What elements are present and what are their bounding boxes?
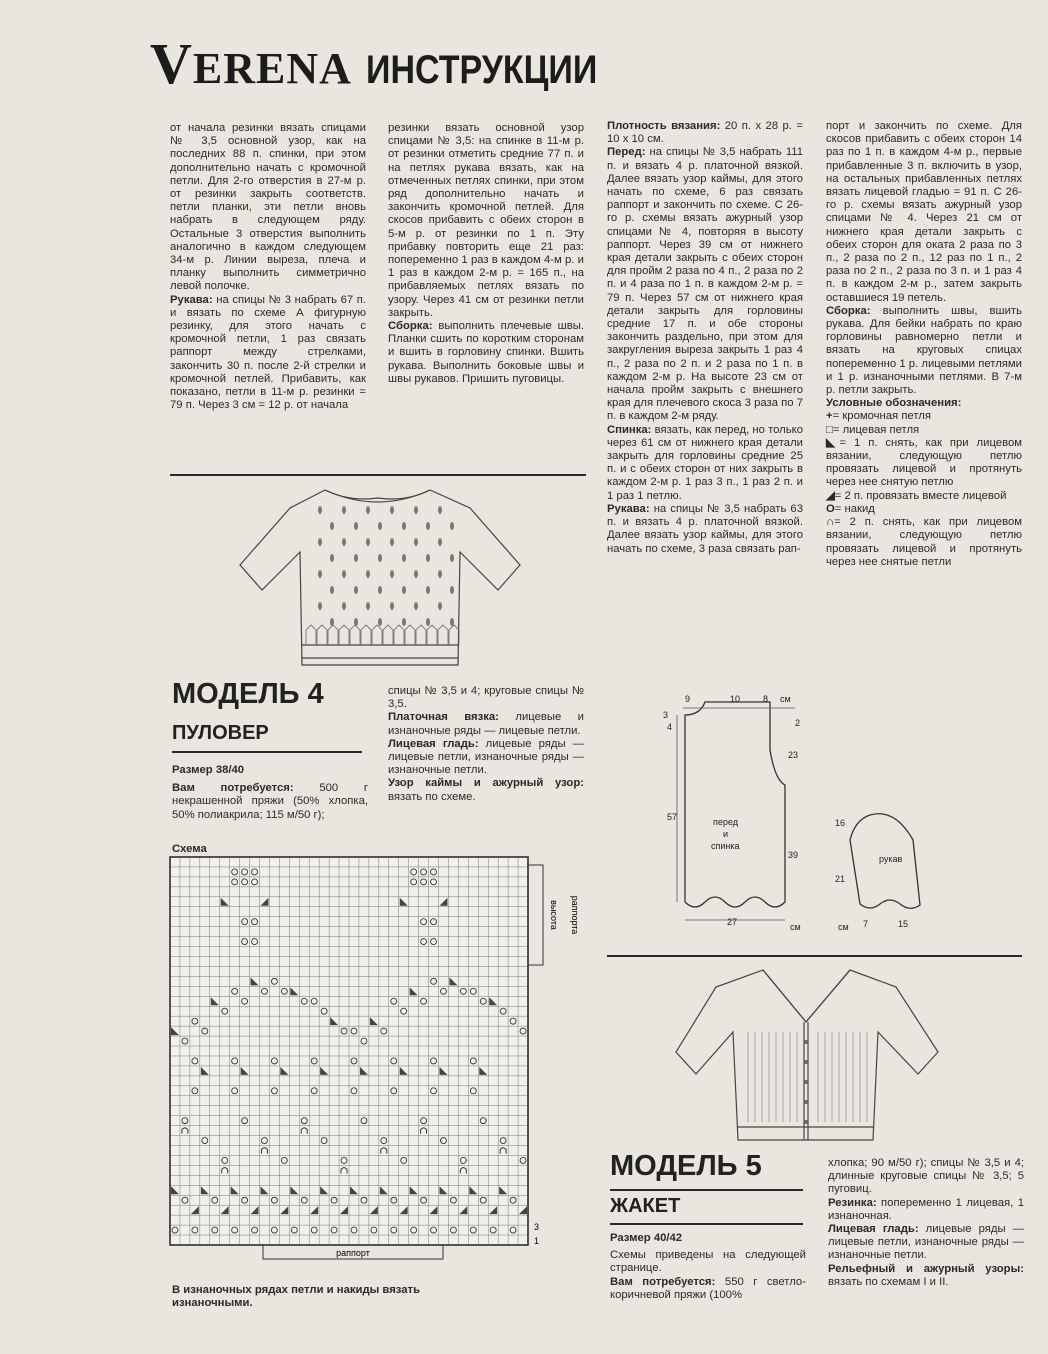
paragraph: Рельефный и ажурный узоры: вязать по схемам I и II.: [828, 1262, 1024, 1288]
dim-label: 7: [863, 919, 869, 929]
chart-side-label: высота: [549, 900, 559, 930]
divider: [172, 751, 362, 753]
dim-label: 21: [835, 874, 846, 884]
piece-label: спинка: [711, 841, 740, 851]
jacket-illustration: [668, 962, 948, 1147]
dim-label: 8: [763, 694, 769, 704]
dim-unit: см: [780, 694, 791, 704]
paragraph: порт и закончить по схеме. Для скосов прибавить с обеих сторон 14 раз по 1 п. в каждом 4-м р., первые прибавленные 3 п. включить в узор, на остальных прибавленных петлях вязать лицевой гладью = 91 п. С 26-го р. схемы вязать ажурный узор спицами № 4. Через 21 см от нижнего края детали закрыть с обеих сторон для оката 2 раза по 3 п., 2 раза по 2 п., 12 раз по 1 п., 2 раза по 2 п., 2 раза по 3 п. и 1 раз 4 п. в каждом 2-м р., затем закрыть оставшиеся 19 петель.: [826, 120, 1022, 304]
legend-symbol: ◢: [826, 489, 835, 502]
model4-title: МОДЕЛЬ 4: [172, 678, 324, 710]
model4-right-text: [388, 685, 584, 804]
legend-text: = 2 п. снять, как при лицевом вязании, следующую петлю провязать лицевой и протянуть через нее снятые петли: [826, 516, 1022, 568]
paragraph: Сборка: выполнить плечевые швы. Планки сшить по коротким сторонам и вшить в горловину спинки. Вшить рукава. Выполнить боковые швы и швы рукавов. Пришить пуговицы.: [388, 320, 584, 385]
paragraph: Вам потребуется: 500 г некрашенной пряжи (50% хлопка, 50% полиакрила; 115 м/50 г);: [172, 782, 368, 821]
dim-label: 15: [898, 919, 909, 929]
brand-logo: VERENA: [150, 31, 352, 96]
paragraph: Спинка: вязать, как перед, но только через 61 см от нижнего края детали закрыть для горловины средние 25 п. и с обеих сторон от них закрыть в каждом 2-м р. 1 раз 3 п., 1 раз 2 п. и 1 раз 1 петлю.: [607, 423, 803, 502]
legend-text: = лицевая петля: [832, 423, 920, 436]
dim-label: 27: [727, 917, 738, 927]
text-column-1: [170, 122, 366, 412]
paragraph: Вам потребуется: 550 г светло-коричневой пряжи (100%: [610, 1275, 806, 1301]
knitting-chart: [168, 855, 580, 1270]
dim-unit: см: [790, 922, 801, 932]
dim-label: 9: [685, 694, 691, 704]
chart-title: Схема: [172, 843, 207, 855]
legend-symbol: ◣: [826, 436, 840, 449]
size-label: Размер 38/40: [172, 764, 245, 776]
section-title: ИНСТРУКЦИИ: [366, 48, 598, 92]
dim-label: 10: [730, 694, 741, 704]
paragraph: Платочная вязка: лицевые и изнаночные ряды — лицевые петли.: [388, 711, 584, 737]
chart-row-number: 1: [534, 1236, 540, 1246]
paragraph: Схемы приведены на следующей странице.: [610, 1249, 806, 1275]
model5-left-text: [610, 1232, 806, 1302]
legend-item: [826, 424, 1022, 437]
divider: [170, 474, 586, 476]
legend-list: [826, 410, 1022, 568]
paragraph: Лицевая гладь: лицевые ряды — лицевые петли, изнаночные ряды — изнаночные петли.: [388, 737, 584, 777]
model4-left-text: [172, 764, 368, 822]
paragraph: хлопка; 90 м/50 г); спицы № 3,5 и 4; длинные круговые спицы № 3,5; 5 пуговиц.: [828, 1157, 1024, 1196]
paragraph: резинки вязать основной узор спицами № 3,5: на спинке в 11-м р. от резинки отметить средние 77 п. и на петлях рукава вязать, как на отмеченных петлях спинки, при этом ряд дополнительно начать и закончить кромочной петлей. Для скосов прибавить с обеих сторон в 5-м р. от резинки по 1 п. Эту прибавку повторить еще 21 раз: попеременно 1 раз в каждом 4-м р. и 1 раз в каждом 2-м р. = 165 п., на прибавляемых петлях вязать по узору. Через 41 см от резинки петли закрыть.: [388, 122, 584, 319]
model4-subtitle: ПУЛОВЕР: [172, 722, 269, 744]
chart-footnote: В изнаночных рядах петли и накиды вязать изнаночными.: [172, 1284, 421, 1310]
paragraph: Рукава: на спицы № 3 набрать 67 п. и вязать по схеме А фигурную резинку, для этого начать с кромочной петли, 1 раз связать раппорт между стрелками, закончить 30 п. после 2-й стрелки и кромочной петлей. Прибавить, как показано, петли в 11-м р. резинки = 79 п. Через 3 см = 12 р. от начала: [170, 293, 366, 412]
legend-item: [826, 490, 1022, 503]
model5-subtitle: ЖАКЕТ: [610, 1195, 681, 1217]
paragraph: Узор каймы и ажурный узор: вязать по схеме.: [388, 777, 584, 803]
divider: [610, 1223, 803, 1225]
dim-label: 4: [667, 722, 673, 732]
paragraph: Лицевая гладь: лицевые ряды — лицевые петли, изнаночные ряды — изнаночные петли.: [828, 1223, 1024, 1262]
paragraph: Резинка: попеременно 1 лицевая, 1 изнаночная.: [828, 1196, 1024, 1222]
legend-item: [826, 410, 1022, 423]
legend-text: = накид: [834, 502, 875, 515]
paragraph: Плотность вязания: 20 п. х 28 р. = 10 х 10 см.: [607, 120, 803, 146]
paragraph: Перед: на спицы № 3,5 набрать 111 п. и вязать 4 р. платочной вязкой. Далее вязать узор каймы, для этого начать по схеме, 6 раз связать раппорт и закончить по схеме. С 26-го р. схемы вязать ажурный узор спицами № 4, повторяя в высоту раппорт. Через 39 см от нижнего края детали закрыть с обеих сторон для пройм 2 раза по 4 п., 2 раза по 2 п. и 4 раза по 1 п. в каждом 2-м р. = 79 п. Через 57 см от нижнего края детали закрыть для горловины средние 17 п. и обе стороны закончить раздельно, при этом для закругления выреза закрыть 1 раз 4 п., 2 раза по 2 п. и 2 раза по 1 п. в каждом 2-м р. На высоте 23 см от начала пройм закрыть с внешнего края для плечевого скоса 3 раза по 7 п. в каждом 2-м ряду.: [607, 146, 803, 423]
text-column-2: [388, 122, 584, 386]
size-label: Размер 40/42: [610, 1232, 683, 1244]
legend-item: [826, 516, 1022, 569]
legend-item: [826, 437, 1022, 490]
dim-label: 2: [795, 718, 801, 728]
garment-schematic: [655, 690, 955, 935]
text-column-4: [826, 120, 1022, 569]
legend-symbol: +: [826, 410, 833, 423]
paragraph: от начала резинки вязать спицами № 3,5 основной узор, как на последних 88 п. спинки, при этом дополнительно начать с кромочной петли. Для 2-го отверстия в 27-м р. от резинки закрыть соответств. петли планки, эти петли вновь набрать в следующем ряду. Остальные 3 отверстия выполнить аналогично в каждом следующем 34-м р. Линии выреза, плеча и планку выполнить симметрично левой полочке.: [170, 122, 366, 293]
dim-label: 16: [835, 818, 846, 828]
paragraph: спицы № 3,5 и 4; круговые спицы № 3,5.: [388, 685, 584, 711]
divider: [610, 1189, 803, 1191]
piece-label: перед: [713, 817, 738, 827]
legend-text: = кромочная петля: [832, 410, 931, 423]
pullover-illustration: [230, 480, 530, 675]
model5-title: МОДЕЛЬ 5: [610, 1150, 762, 1182]
masthead: [150, 30, 639, 96]
legend-text: = 1 п. снять, как при лицевом вязании, следующую петлю провязать лицевой и протянуть через нее снятую петлю: [826, 436, 1022, 489]
piece-label: рукав: [879, 854, 903, 864]
legend-text: = 2 п. провязать вместе лицевой: [834, 489, 1007, 502]
chart-row-number: 3: [534, 1222, 540, 1232]
legend-symbol: ∩: [826, 516, 835, 529]
divider: [607, 955, 1022, 957]
paragraph: Рукава: на спицы № 3,5 набрать 63 п. и вязать 4 р. платочной вязкой. Далее вязать узор каймы, для этого начать по схеме, 3 раза связать рап-: [607, 502, 803, 555]
dim-label: 23: [788, 750, 799, 760]
legend-symbol: □: [826, 423, 833, 436]
dim-label: 3: [663, 710, 669, 720]
piece-label: и: [723, 829, 729, 839]
chart-bottom-label: раппорт: [336, 1248, 370, 1258]
legend-symbol: O: [826, 502, 835, 515]
legend-title: Условные обозначения:: [826, 397, 962, 410]
dim-label: 39: [788, 850, 799, 860]
dim-unit: см: [838, 922, 849, 932]
legend-item: [826, 503, 1022, 516]
dim-label: 57: [667, 812, 678, 822]
paragraph: Сборка: выполнить швы, вшить рукава. Для бейки набрать по краю горловины равномерно петли и вязать на круговых спицах попеременно 1 р. лицевыми петлями и 1 р. изнаночными петлями. В 7-м р. петли закрыть.: [826, 304, 1022, 397]
text-column-3: [607, 120, 803, 556]
model5-right-text: [828, 1157, 1024, 1289]
chart-side-label: раппорта: [570, 895, 580, 935]
